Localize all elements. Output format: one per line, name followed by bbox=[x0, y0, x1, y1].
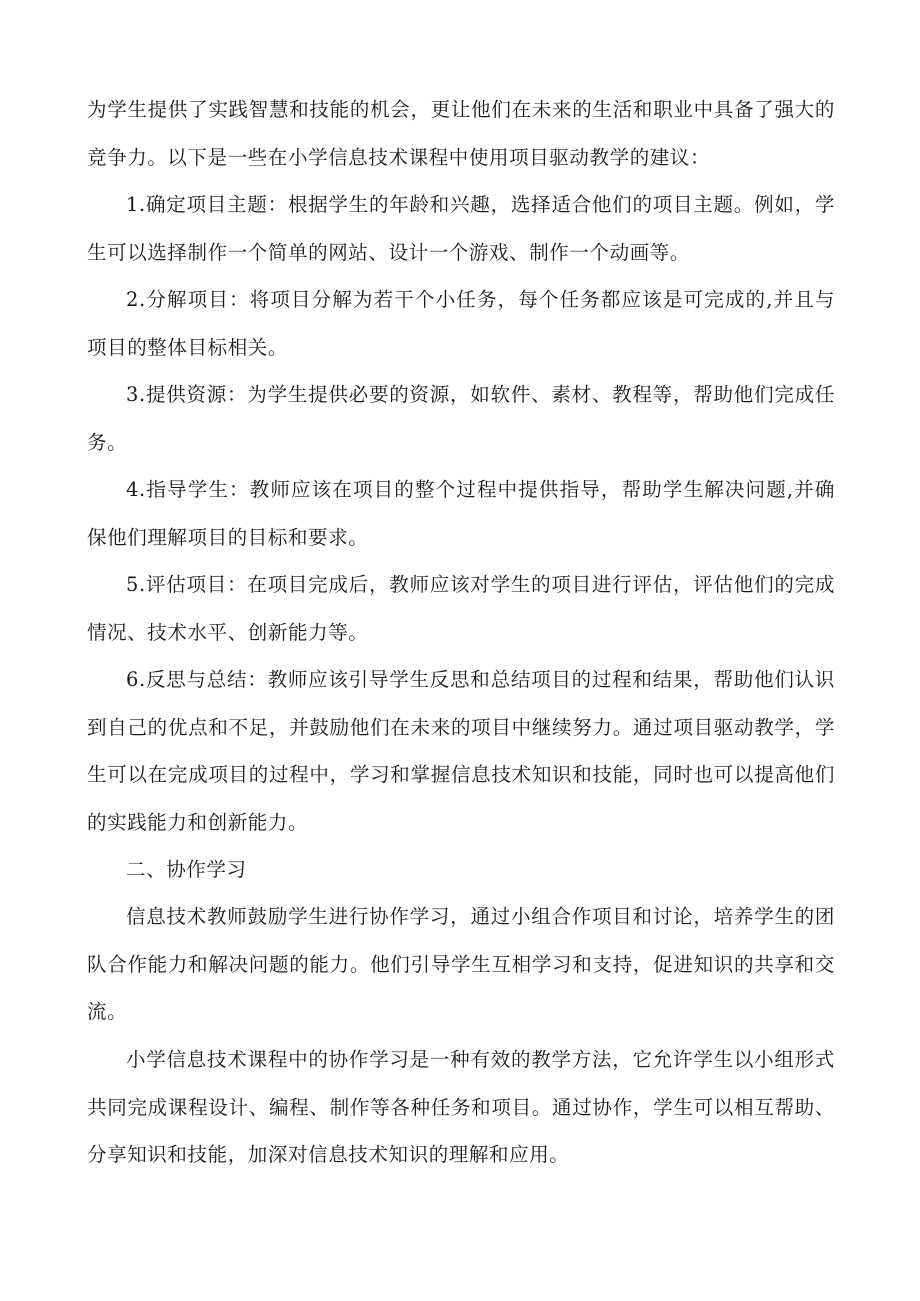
paragraph-suggestion-6: 6.反思与总结：教师应该引导学生反思和总结项目的过程和结果，帮助他们认识到自己的优点和不足，并鼓励他们在未来的项目中继续努力。通过项目驱动教学，学生可以在完成项目的过程中，学习和掌握信息技术知识和技能，同时也可以提高他们的实践能力和创新能力。 bbox=[87, 668, 835, 834]
paragraph-suggestion-4: 4.指导学生：教师应该在项目的整个过程中提供指导，帮助学生解决问题,并确保他们理解项目的目标和要求。 bbox=[87, 478, 835, 549]
paragraph-suggestion-5: 5.评估项目：在项目完成后，教师应该对学生的项目进行评估，评估他们的完成情况、技术水平、创新能力等。 bbox=[87, 573, 835, 644]
paragraph-suggestion-3: 3.提供资源：为学生提供必要的资源，如软件、素材、教程等，帮助他们完成任务。 bbox=[87, 383, 835, 454]
paragraph-suggestion-1: 1.确定项目主题：根据学生的年龄和兴趣，选择适合他们的项目主题。例如，学生可以选择制作一个简单的网站、设计一个游戏、制作一个动画等。 bbox=[87, 193, 835, 264]
section-heading-collaborative-learning: 二、协作学习 bbox=[126, 858, 247, 881]
paragraph-collaboration-intro: 信息技术教师鼓励学生进行协作学习，通过小组合作项目和讨论，培养学生的团队合作能力和解决问题的能力。他们引导学生互相学习和支持，促进知识的共享和交流。 bbox=[87, 905, 835, 1023]
paragraph-collaboration-detail: 小学信息技术课程中的协作学习是一种有效的教学方法，它允许学生以小组形式共同完成课程设计、编程、制作等各种任务和项目。通过协作，学生可以相互帮助、分享知识和技能，加深对信息技术知识的理解和应用。 bbox=[87, 1048, 835, 1166]
paragraph-suggestion-2: 2.分解项目：将项目分解为若干个小任务，每个任务都应该是可完成的,并且与项目的整体目标相关。 bbox=[87, 288, 835, 359]
paragraph-intro-continued: 为学生提供了实践智慧和技能的机会，更让他们在未来的生活和职业中具备了强大的竞争力。以下是一些在小学信息技术课程中使用项目驱动教学的建议： bbox=[87, 98, 835, 169]
